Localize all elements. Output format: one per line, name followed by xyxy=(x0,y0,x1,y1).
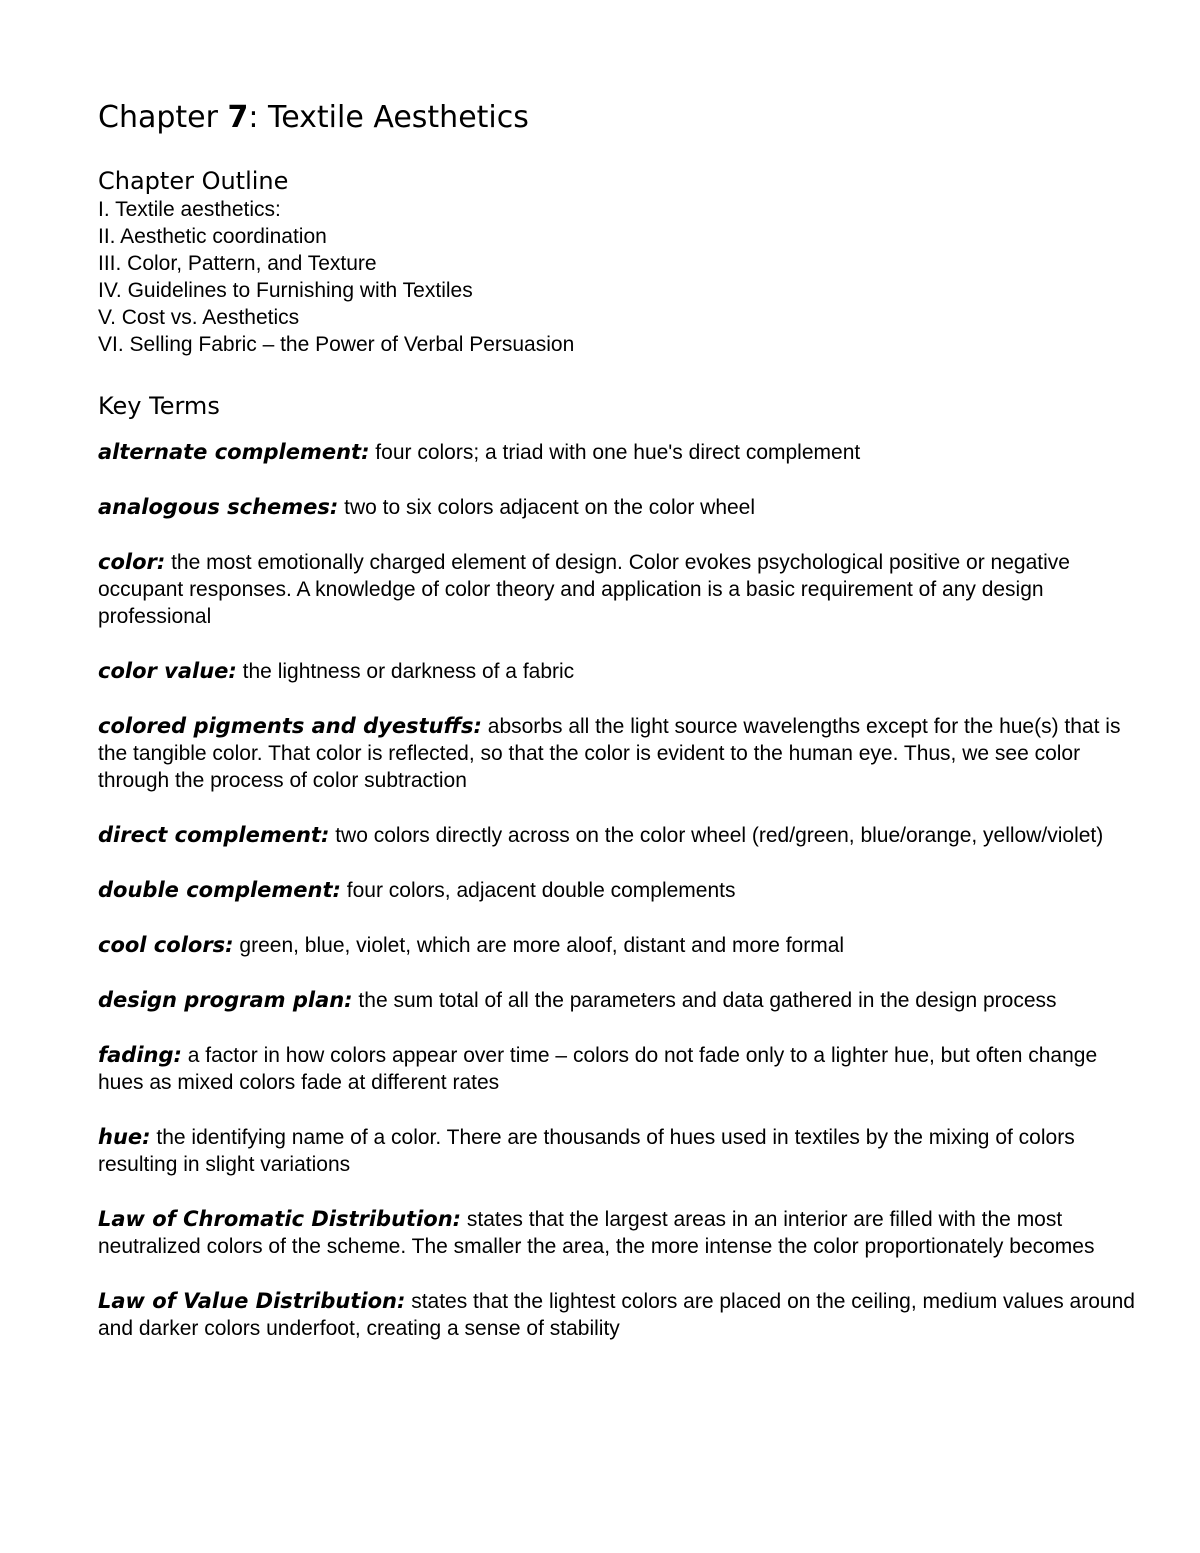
key-term-entry xyxy=(98,987,1138,1014)
chapter-outline-list xyxy=(98,196,1138,358)
term-name: color: xyxy=(98,550,166,574)
key-term-entry xyxy=(98,1124,1138,1178)
chapter-title-prefix: Chapter xyxy=(98,100,228,135)
term-definition: states that the lightest colors are placed on the ceiling, medium values around and darker colors underfoot, creating a sense of stability xyxy=(98,1290,1135,1340)
key-term-entry xyxy=(98,658,1138,685)
term-name: double complement: xyxy=(98,878,341,902)
key-term-entry xyxy=(98,877,1138,904)
outline-heading: Chapter Outline xyxy=(98,167,289,195)
key-term-entry xyxy=(98,1042,1138,1096)
key-term-entry xyxy=(98,1288,1138,1342)
term-name: design program plan: xyxy=(98,988,353,1012)
key-term-entry xyxy=(98,439,1138,466)
term-definition: green, blue, violet, which are more aloof, distant and more formal xyxy=(233,934,845,957)
key-term-entry xyxy=(98,1206,1138,1260)
outline-item: III. Color, Pattern, and Texture xyxy=(98,252,377,275)
term-name: Law of Chromatic Distribution: xyxy=(98,1207,462,1231)
term-definition: a factor in how colors appear over time – colors do not fade only to a lighter hue, but often change hues as mixed colors fade at different rates xyxy=(98,1044,1098,1094)
chapter-title xyxy=(98,96,1138,140)
key-terms-list xyxy=(98,439,1138,1342)
term-name: color value: xyxy=(98,659,237,683)
outline-item: V. Cost vs. Aesthetics xyxy=(98,306,300,329)
key-term-entry xyxy=(98,713,1138,794)
term-definition: four colors; a triad with one hue's direct complement xyxy=(369,441,861,464)
term-definition: absorbs all the light source wavelengths except for the hue(s) that is the tangible color. That color is reflected, so that the color is evident to the human eye. Thus, we see color through the process of color subtraction xyxy=(98,715,1121,792)
key-term-entry xyxy=(98,822,1138,849)
key-term-entry xyxy=(98,494,1138,521)
term-name: colored pigments and dyestuffs: xyxy=(98,714,482,738)
term-definition: four colors, adjacent double complements xyxy=(340,879,736,902)
outline-item: VI. Selling Fabric – the Power of Verbal Persuasion xyxy=(98,333,575,356)
term-name: fading: xyxy=(98,1043,182,1067)
term-definition: the lightness or darkness of a fabric xyxy=(236,660,575,683)
outline-item: II. Aesthetic coordination xyxy=(98,225,327,248)
term-definition: two to six colors adjacent on the color wheel xyxy=(338,496,756,519)
term-name: cool colors: xyxy=(98,933,234,957)
key-terms-heading: Key Terms xyxy=(98,392,220,420)
term-name: analogous schemes: xyxy=(98,495,339,519)
term-name: hue: xyxy=(98,1125,151,1149)
term-name: Law of Value Distribution: xyxy=(98,1289,406,1313)
key-term-entry xyxy=(98,932,1138,959)
document-page xyxy=(98,96,1138,1370)
key-term-entry xyxy=(98,549,1138,630)
chapter-title-suffix: : Textile Aesthetics xyxy=(248,100,529,135)
term-definition: the sum total of all the parameters and data gathered in the design process xyxy=(352,989,1057,1012)
term-definition: the identifying name of a color. There are thousands of hues used in textiles by the mixing of colors resulting in slight variations xyxy=(98,1126,1075,1176)
term-definition: the most emotionally charged element of design. Color evokes psychological positive or negative occupant responses. A knowledge of color theory and application is a basic requirement of any design professional xyxy=(98,551,1070,628)
term-name: direct complement: xyxy=(98,823,330,847)
outline-item: IV. Guidelines to Furnishing with Textiles xyxy=(98,279,473,302)
outline-item: I. Textile aesthetics: xyxy=(98,198,281,221)
chapter-number: 7 xyxy=(227,100,249,135)
term-definition: two colors directly across on the color wheel (red/green, blue/orange, yellow/violet) xyxy=(329,824,1104,847)
term-definition: states that the largest areas in an interior are filled with the most neutralized colors of the scheme. The smaller the area, the more intense the color proportionately becomes xyxy=(98,1208,1095,1258)
term-name: alternate complement: xyxy=(98,440,370,464)
